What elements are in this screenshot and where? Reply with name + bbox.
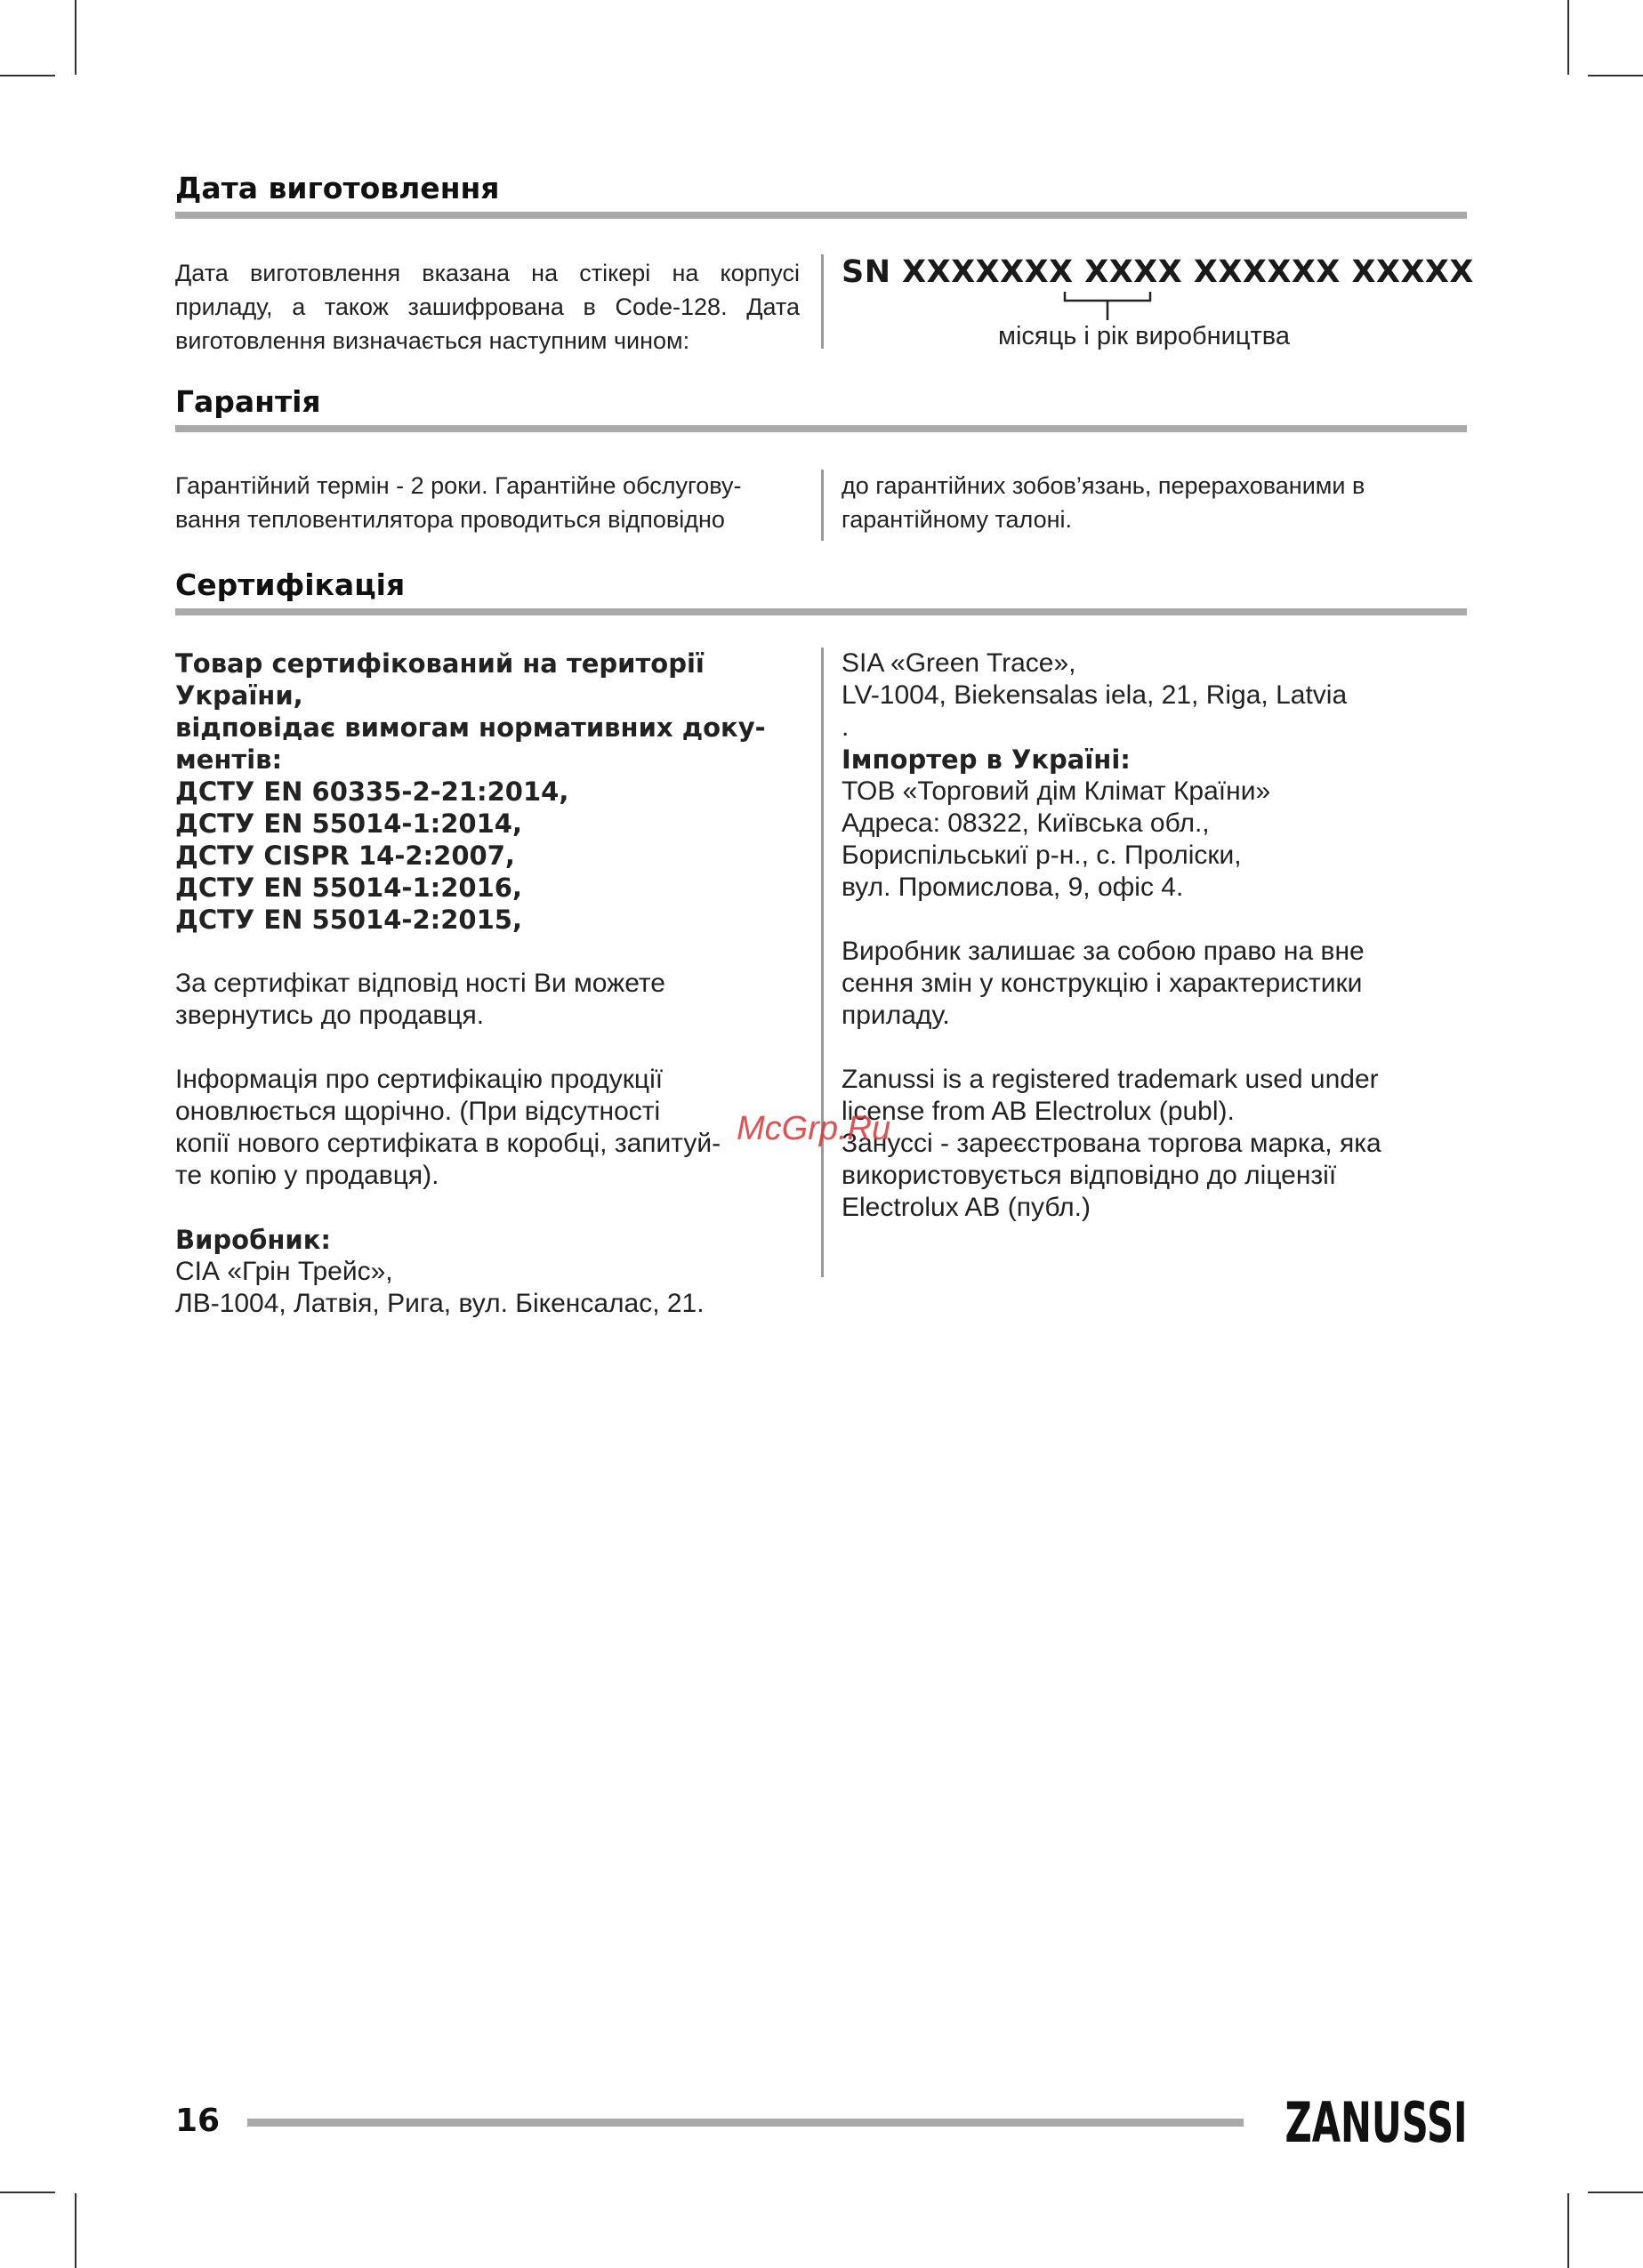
text-line: license from AB Electrolux (publ). [842, 1097, 1235, 1126]
text-line: Zanussi is a registered trademark used under [842, 1065, 1379, 1094]
serial-number-code: SN XXXXXXX XXXX XXXXXX XXXXX [842, 254, 1474, 290]
text-line: Дата виготовлення вказана на стікері на корпусі [175, 260, 800, 286]
section-rule [175, 212, 1467, 219]
crop-mark [1588, 75, 1643, 76]
text-line: Інформація про сертифікацію продукції [175, 1065, 664, 1094]
standard-line: ДСТУ CISPR 14-2:2007, [175, 840, 515, 871]
importer-label: Імпортер в Україні: [842, 744, 1131, 775]
svg-text:ZANUSSI: ZANUSSI [1285, 2090, 1468, 2155]
text-line: вання тепловентилятора проводиться відповідно [175, 506, 725, 533]
text-line: сення змін у конструкцію і характеристики [842, 969, 1363, 998]
text-line: . [842, 712, 850, 742]
crop-mark [1567, 0, 1569, 75]
text-line: використовується відповідно до ліцензії [842, 1161, 1337, 1190]
text-line: SIA «Green Trace», [842, 648, 1076, 678]
text-line: копії нового сертифіката в коробці, запитуй- [175, 1129, 721, 1158]
text-line: Electrolux AB (публ.) [842, 1193, 1091, 1222]
manufacturer-label: Виробник: [175, 1225, 331, 1255]
serial-bracket-icon [1063, 286, 1152, 322]
cert-line: Товар сертифікований на території України, [175, 648, 705, 711]
text-line: СІА «Грін Трейс», [175, 1257, 393, 1286]
section-rule [175, 425, 1467, 432]
zanussi-logo [1285, 2090, 1468, 2155]
crop-mark [1588, 2192, 1643, 2193]
text-line: те копію у продавця). [175, 1161, 439, 1190]
column-divider [821, 254, 824, 349]
column-divider [821, 470, 824, 541]
text-line: За сертифікат відповід ності Ви можете [175, 969, 665, 998]
cert-line: ментів: [175, 744, 283, 775]
watermark: McGrp.Ru [737, 1110, 891, 1147]
crop-mark [0, 75, 55, 76]
certification-left-column [175, 647, 807, 1320]
crop-mark [0, 2192, 55, 2193]
standard-line: ДСТУ EN 55014-2:2015, [175, 905, 522, 935]
text-line: ЛВ-1004, Латвія, Рига, вул. Бікенсалас, 21. [175, 1289, 705, 1318]
crop-mark [75, 2193, 77, 2268]
text-line: виготовлення визначається наступним чином: [175, 327, 690, 354]
section-title-certification: Сертифікація [175, 567, 406, 602]
manufacture-date-text [175, 256, 800, 358]
text-line: Зануссі - зареєстрована торгова марка, яка [842, 1129, 1381, 1158]
text-line: оновлюється щорічно. (При відсутності [175, 1097, 661, 1126]
standard-line: ДСТУ EN 55014-1:2016, [175, 873, 522, 903]
text-line: до гарантійних зобов’язань, перерахованими в [842, 472, 1365, 499]
text-line: звернутись до продавця. [175, 1001, 485, 1030]
section-title-warranty: Гарантія [175, 384, 321, 419]
text-line: Адреса: 08322, Київська обл., [842, 808, 1210, 838]
text-line: Бориспільськиї р-н., с. Проліски, [842, 840, 1242, 870]
page-number: 16 [175, 2103, 221, 2139]
certification-right-column [842, 647, 1469, 1224]
warranty-text-right [842, 469, 1469, 536]
text-line: приладу. [842, 1001, 950, 1030]
crop-mark [1567, 2193, 1569, 2268]
section-rule [175, 608, 1467, 615]
footer-rule [247, 2119, 1244, 2127]
section-title-manufacture-date: Дата виготовлення [175, 171, 500, 205]
text-line: вул. Промислова, 9, офіс 4. [842, 873, 1184, 902]
text-line: ТОВ «Торговий дім Клімат Країни» [842, 776, 1271, 806]
standard-line: ДСТУ EN 55014-1:2014, [175, 808, 522, 839]
column-divider [821, 647, 824, 1277]
warranty-text-left [175, 469, 802, 536]
crop-mark [75, 0, 77, 75]
standard-line: ДСТУ EN 60335-2-21:2014, [175, 776, 569, 807]
text-line: Гарантійний термін - 2 роки. Гарантійне обслугову- [175, 472, 742, 499]
text-line: гарантійному талоні. [842, 506, 1073, 533]
text-line: Виробник залишає за собою право на вне [842, 937, 1365, 966]
text-line: приладу, а також зашифрована в Code-128. Дата [175, 294, 800, 320]
text-line: LV-1004, Biekensalas iela, 21, Riga, Latvia [842, 680, 1348, 710]
serial-caption: місяць і рік виробництва [998, 322, 1290, 350]
cert-line: відповідає вимогам нормативних доку- [175, 712, 766, 743]
